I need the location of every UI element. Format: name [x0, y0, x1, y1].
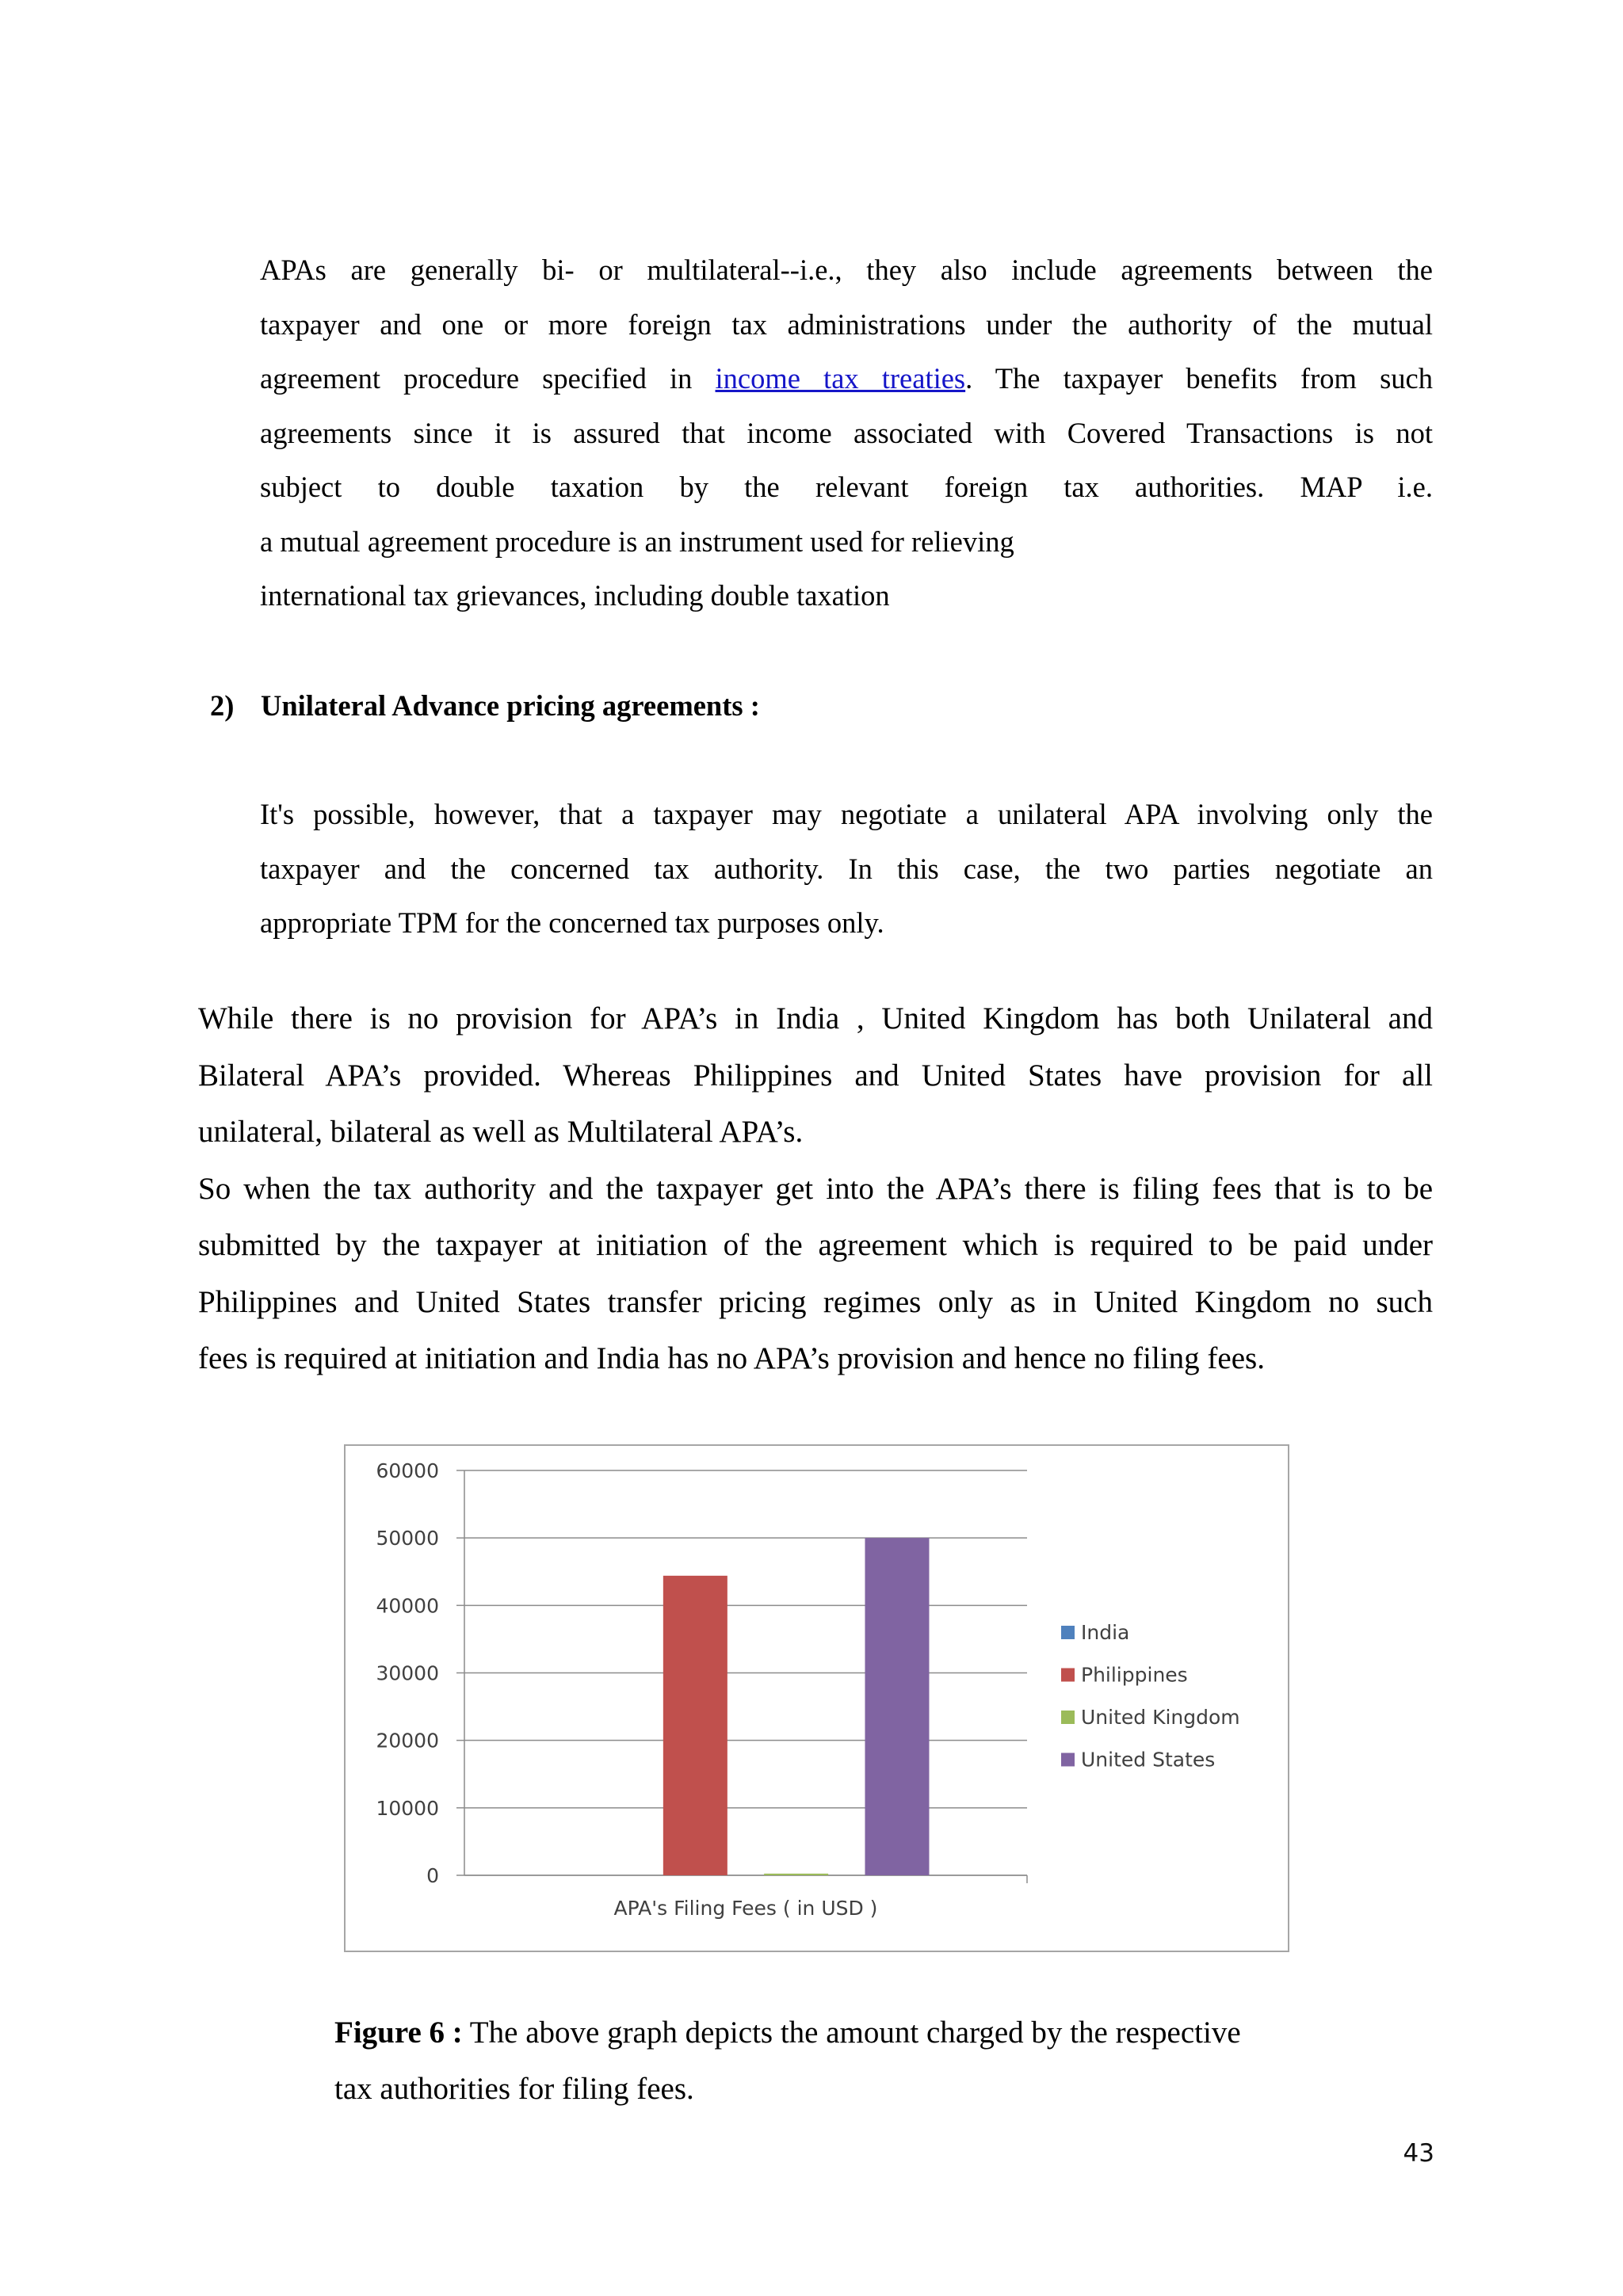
y-tick-label: 20000 — [376, 1729, 439, 1753]
paragraph-apa-comparison — [198, 990, 1433, 1387]
text-line: So when the tax authority and the taxpayer get into the APA’s there is filing fees that is to be — [198, 1171, 1433, 1206]
text-line: Philippines and United States transfer pricing regimes only as in United Kingdom no such — [198, 1284, 1433, 1319]
heading-text: Unilateral Advance pricing agreements : — [261, 689, 760, 722]
page-number: 43 — [1403, 2139, 1434, 2168]
text-line — [260, 352, 1433, 406]
text-line: While there is no provision for APA’s in India , United Kingdom has both Unilateral and — [198, 1001, 1433, 1035]
bar-united-states — [865, 1538, 929, 1875]
filing-fees-chart — [344, 1444, 1289, 1952]
legend-label: India — [1081, 1621, 1130, 1644]
text-fragment: agreement procedure specified in — [260, 362, 716, 395]
figure-caption — [334, 2004, 1365, 2117]
text-line: subject to double taxation by the relevant foreign tax authorities. MAP i.e. — [260, 471, 1433, 503]
legend-label: United Kingdom — [1081, 1706, 1240, 1729]
bar-philippines — [663, 1576, 727, 1875]
y-tick-label: 10000 — [376, 1796, 439, 1820]
y-tick-label: 60000 — [376, 1459, 439, 1482]
income-tax-treaties-link[interactable]: income tax treaties — [715, 362, 966, 395]
caption-label: Figure 6 : — [334, 2016, 463, 2050]
text-line: appropriate TPM for the concerned tax purposes only. — [260, 906, 884, 939]
y-tick-label: 30000 — [376, 1661, 439, 1685]
y-tick-label: 40000 — [376, 1594, 439, 1618]
bar-united-kingdom — [764, 1874, 828, 1875]
text-line: Bilateral APA’s provided. Whereas Philippines and United States have provision for all — [198, 1058, 1433, 1093]
caption-line — [334, 2004, 1365, 2061]
y-tick-label: 0 — [426, 1864, 439, 1887]
text-line: agreements since it is assured that income associated with Covered Transactions is not — [260, 416, 1433, 449]
text-line: submitted by the taxpayer at initiation of the agreement which is required to be paid under — [198, 1228, 1433, 1262]
paragraph-bilateral-apa — [260, 243, 1433, 624]
caption-line: tax authorities for filing fees. — [334, 2072, 694, 2106]
text-fragment: . The taxpayer benefits from such — [965, 362, 1433, 395]
legend-swatch — [1061, 1669, 1075, 1682]
text-line: a mutual agreement procedure is an instrument used for relieving — [260, 524, 1014, 558]
text-line: unilateral, bilateral as well as Multilateral APA’s. — [198, 1115, 804, 1149]
text-line: taxpayer and one or more foreign tax administrations under the authority of the mutual — [260, 307, 1433, 341]
chart-canvas — [346, 1446, 1288, 1951]
text-line: taxpayer and the concerned tax authority. In this case, the two parties negotiate an — [260, 852, 1433, 885]
legend-label: Philippines — [1081, 1663, 1188, 1687]
text-line: APAs are generally bi- or multilateral--i.e., they also include agreements between the — [260, 254, 1433, 286]
text-line: fees is required at initiation and India has no APA’s provision and hence no filing fees. — [198, 1341, 1265, 1375]
text-line: international tax grievances, including double taxation — [260, 579, 890, 612]
legend-swatch — [1061, 1711, 1075, 1724]
text-line: It's possible, however, that a taxpayer may negotiate a unilateral APA involving only the — [260, 798, 1433, 830]
legend-swatch — [1061, 1626, 1075, 1639]
paragraph-unilateral-apa — [260, 788, 1433, 951]
caption-text: The above graph depicts the amount charged by the respective — [462, 2016, 1241, 2050]
heading-number: 2) — [210, 689, 235, 722]
x-axis-label: APA's Filing Fees ( in USD ) — [613, 1897, 878, 1920]
legend-swatch — [1061, 1753, 1075, 1767]
section-heading — [210, 684, 760, 728]
legend-label: United States — [1081, 1748, 1216, 1772]
y-tick-label: 50000 — [376, 1527, 439, 1550]
